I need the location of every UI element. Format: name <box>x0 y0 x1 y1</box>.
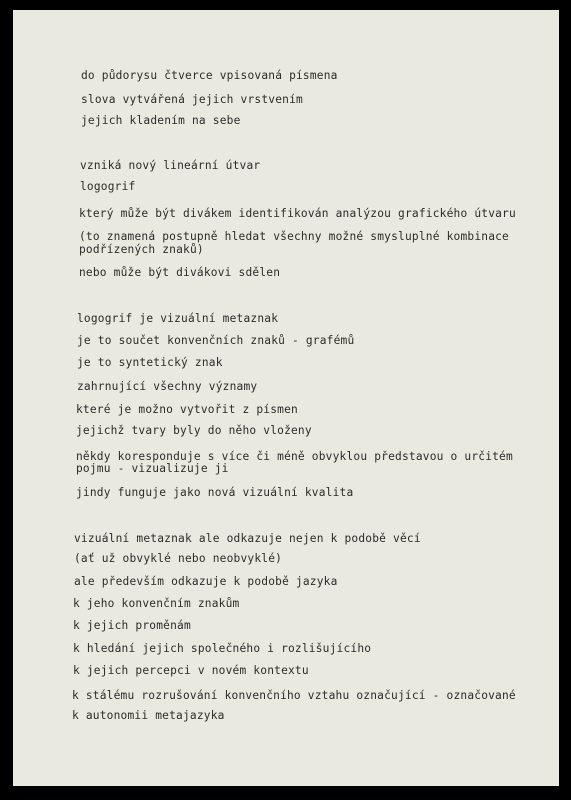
text-line: k hledání jejich společného i rozlišujícího <box>73 642 372 655</box>
text-line: k jeho konvenčním znakům <box>73 597 240 610</box>
text-line: k jejich percepci v novém kontextu <box>73 664 309 677</box>
text-line: jindy funguje jako nová vizuální kvalita <box>76 486 354 499</box>
text-line: k jejich proměnám <box>73 619 191 632</box>
typed-page <box>13 10 559 786</box>
text-line: ale především odkazuje k podobě jazyka <box>74 575 338 588</box>
text-line: podřízených znaků) <box>79 243 204 256</box>
text-line: vzniká nový lineární útvar <box>80 159 261 172</box>
text-line: logogrif <box>80 180 136 193</box>
text-line: je to součet konvenčních znaků - grafémů <box>77 334 355 347</box>
text-line: které je možno vytvořit z písmen <box>76 403 298 416</box>
text-line: do půdorysu čtverce vpisovaná písmena <box>81 69 338 82</box>
text-line: k autonomii metajazyka <box>72 709 225 722</box>
text-line: jejich kladením na sebe <box>81 114 241 127</box>
text-line: (to znamená postupně hledat všechny možné smysluplné kombinace <box>79 230 509 243</box>
text-line: slova vytvářená jejich vrstvením <box>81 93 303 106</box>
text-line: k stálému rozrušování konvenčního vztahu označující - označované <box>72 689 516 702</box>
text-line: vizuální metaznak ale odkazuje nejen k podobě věcí <box>74 532 421 545</box>
text-line: někdy koresponduje s více či méně obvyklou představou o určitém <box>76 450 513 463</box>
text-line: nebo může být divákovi sdělen <box>79 266 281 279</box>
text-line: zahrnující všechny významy <box>77 380 258 393</box>
text-line: který může být divákem identifikován analýzou grafického útvaru <box>79 207 516 220</box>
text-line: logogrif je vizuální metaznak <box>77 312 279 325</box>
text-line: jejichž tvary byly do něho vloženy <box>76 424 312 437</box>
text-line: je to syntetický znak <box>77 356 223 369</box>
text-line: pojmu - vizualizuje ji <box>76 462 229 475</box>
text-line: (ať už obvyklé nebo neobvyklé) <box>74 552 283 565</box>
